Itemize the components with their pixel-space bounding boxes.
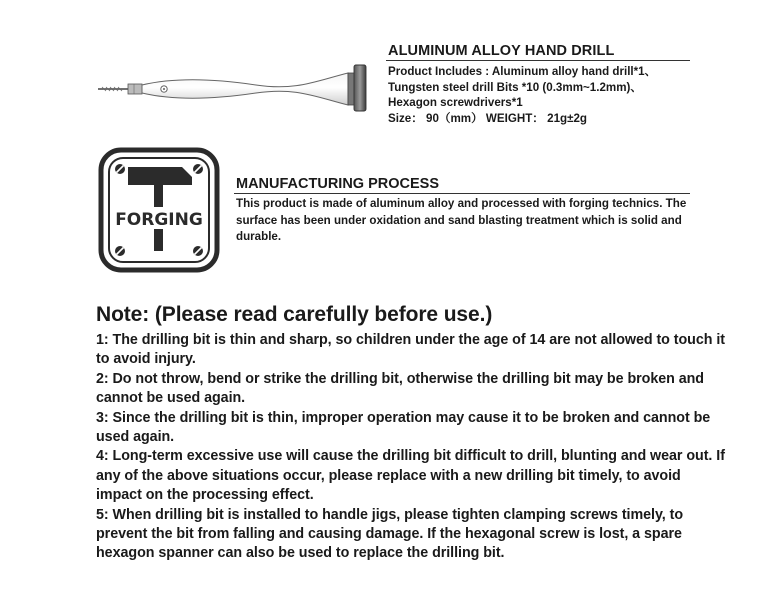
hand-drill-image bbox=[96, 58, 378, 118]
manufacturing-title: MANUFACTURING PROCESS bbox=[236, 176, 440, 192]
forging-badge bbox=[98, 147, 220, 273]
note-item: 4: Long-term excessive use will cause the drilling bit difficult to drill, blunting and wear out. If any of the above situations occur, please replace with a new drilling bit timely, to avoid impact on the processing effect. bbox=[96, 448, 725, 504]
product-title: ALUMINUM ALLOY HAND DRILL bbox=[388, 43, 615, 59]
manufacturing-description: This product is made of aluminum alloy and processed with forging technics. The surface has been under oxidation and sand blasting treatment which is solid and durable. bbox=[236, 197, 687, 243]
note-item: 1: The drilling bit is thin and sharp, so children under the age of 14 are not allowed to touch it to avoid injury. bbox=[96, 332, 725, 368]
note-item: 5: When drilling bit is installed to handle jigs, please tighten clamping screws timely, to prevent the bit from falling and causing damage. If the hexagonal screw is lost, a spare hexagon spanner can also be used to replace the drilling bit. bbox=[96, 506, 684, 562]
manufacturing-title-rule bbox=[234, 193, 690, 194]
screw-icon bbox=[115, 246, 125, 256]
product-title-rule bbox=[386, 60, 690, 61]
spec-line-includes: Product Includes : Aluminum alloy hand drill*1、 bbox=[388, 65, 657, 78]
note-list bbox=[96, 331, 726, 564]
forging-badge-label: FORGING bbox=[115, 210, 203, 230]
screw-icon bbox=[193, 246, 203, 256]
note-item: 3: Since the drilling bit is thin, improper operation may cause it to be broken and cannot be used again. bbox=[96, 409, 711, 446]
screw-icon bbox=[193, 164, 203, 174]
note-item: 2: Do not throw, bend or strike the drilling bit, otherwise the drilling bit may be broken and cannot be used again. bbox=[96, 370, 704, 407]
spec-line-screwdrivers: Hexagon screwdrivers*1 bbox=[388, 96, 523, 109]
spec-line-bits: Tungsten steel drill Bits *10 (0.3mm~1.2mm)、 bbox=[388, 80, 642, 94]
note-heading: Note: (Please read carefully before use.) bbox=[96, 303, 493, 326]
spec-line-size-weight: Size： 90（mm） WEIGHT： 21g±2g bbox=[388, 111, 587, 125]
screw-icon bbox=[115, 164, 125, 174]
